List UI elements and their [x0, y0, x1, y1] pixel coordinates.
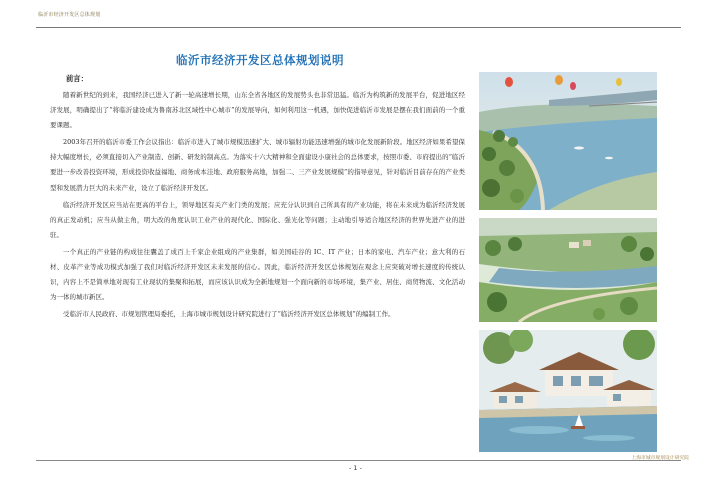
footer-divider	[36, 460, 681, 461]
header-divider	[36, 27, 681, 28]
paragraph: 临沂经济开发区应当站在更高的平台上，领导地区有关产业门类的发展；应充分认识到自己所具有的产业功能，将在未来成为临沂经济发展的真正发动机；应当从做主角，明大改的角度认识工业产业的现代化、国际化、强光化等问题；主动地引导适合地区经济的世界先进产业的进驻。	[50, 200, 465, 239]
page-title: 临沂市经济开发区总体规划说明	[176, 53, 344, 67]
page-number: - 1 -	[349, 464, 362, 472]
green-corridor-rendering	[479, 218, 657, 322]
riverside-park-rendering	[479, 72, 657, 210]
paragraph: 随着新世纪的到来，我国经济已进入了新一轮高速增长期，山东全省各地区的发展势头也非常迅猛。临沂为构筑新的发展平台，促进地区经济发展，明确提出了“将临沂建设成为鲁南苏北区域性中心城市”的发展导向，如何利用这一机遇，加快促进临沂市发展是摆在我们面前的一个重要课题。	[50, 91, 465, 130]
paragraph: 2003年召开的临沂市委工作会议指出：临沂市进入了城市规模迅速扩大、城市辐射功能迅速增强的城市化发展新阶段。地区经济如果希望保持大幅度增长，必须直接切入产业制造、创新、研发的制高点。为落实十六大精神和全面建设小康社会的总体要求，按照市委、市府提出的“临沂要进一步改善投资环境，形成投资收益福地、商务成本洼地、政府服务高地，加强二、三产业发展规模”的指导意见，针对临沂目前存在的产业类型和发展潜力巨大的未来产业，设立了临沂经济开发区。	[50, 138, 465, 192]
paragraph: 受临沂市人民政府、市规划管理局委托，上海市城市规划设计研究院进行了“临沂经济开发区总体规划”的编制工作。	[63, 310, 395, 319]
footer-organization: 上海市城市规划设计研究院	[631, 456, 689, 461]
running-header: 临沂市经济开发区总体规划	[38, 12, 101, 18]
waterfront-residential-rendering	[479, 330, 657, 452]
paragraph: 一个真正的产业链的构成往往囊盖了成百上千家企业组成的产业集群，如美国硅谷的 IC、IT 产业；日本的家电、汽车产业；意大利的石材、皮革产业等成功模式加强了我们对临沂经济开发区未来发展的信心。因此，临沂经济开发区总体规划在观念上应突破对增长速度的传统认识，内容上不是简单地对现有工业现状的集聚和拓展，而应该认识成为全新地规划一个面向新的市场环境，集产业、居住、商贸物流、文化活动为一体的城市新区。	[50, 247, 465, 302]
illustration-column	[479, 72, 657, 460]
preface-heading: 前言：	[66, 74, 88, 83]
body-text	[50, 88, 465, 322]
